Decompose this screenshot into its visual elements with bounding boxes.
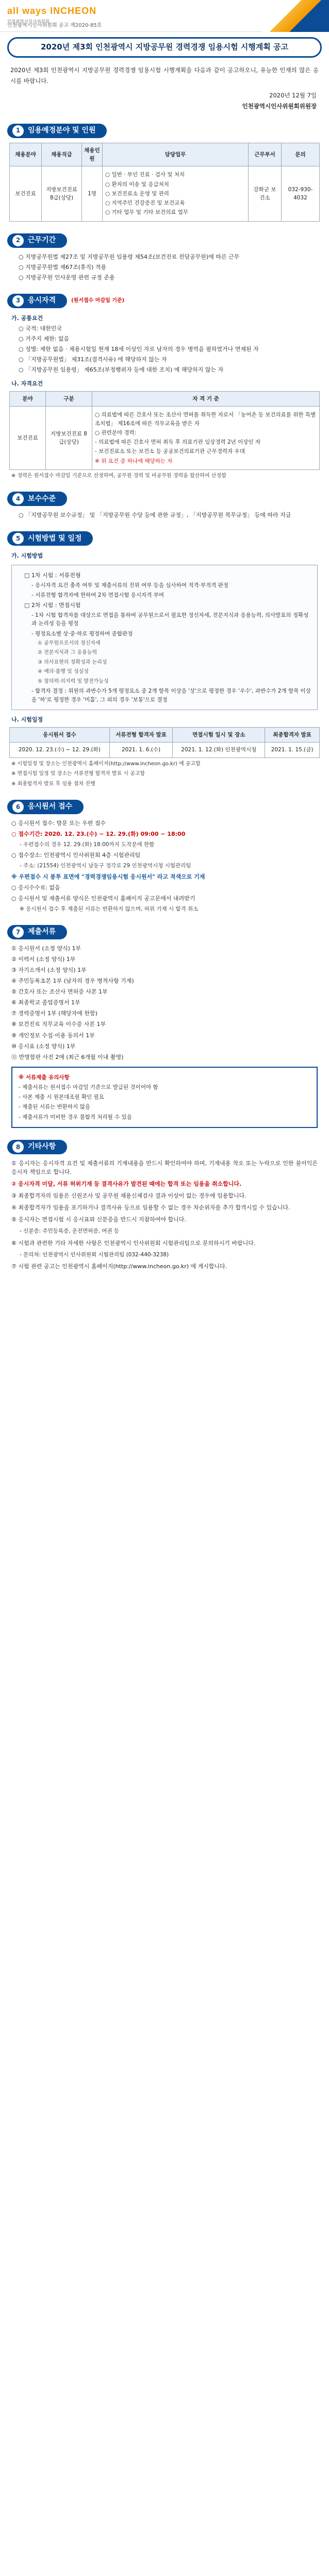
other-item: ④ 최종합격자가 임용을 포기하거나 결격사유 등으로 임용할 수 없는 경우 차순위자를 추가 합격시킬 수 있습니다. <box>11 1204 290 1211</box>
subsection-title: 나. 시험일정 <box>11 716 43 723</box>
date-signature <box>12 90 317 111</box>
schedule-note: ※ 최종합격자 발표 후 임용 절차 진행 <box>11 781 95 787</box>
list-item: ○ 「지방공무원법」 제31조(결격사유) 에 해당하지 않는 자 <box>19 356 167 363</box>
section-title: 근무기간 <box>28 235 56 244</box>
col-header: 최종합격자 발표 <box>265 728 320 743</box>
list-item: ○ 「지방공무원 보수규정」 및 「지방공무원 수당 등에 관한 규정」, 「지방공무원 복무규정」 등에 따라 지급 <box>19 512 291 519</box>
documents-notice-box <box>11 1067 318 1128</box>
list-item: ○ 지방공무원 인사운영 관련 규정 준용 <box>19 274 115 281</box>
common-requirements <box>11 314 318 388</box>
cell-field: 보건진료 <box>10 166 42 221</box>
section-number: 8 <box>12 1141 24 1153</box>
application-item: - 우편접수의 경우 12. 29.(화) 18:00까지 도착분에 한함 <box>20 841 155 848</box>
other-item: ③ 최종합격자의 임용은 신원조사 및 공무원 채용신체검사 결과 이상이 없는 경우에 임용합니다. <box>11 1192 246 1200</box>
col-header: 구분 <box>46 392 92 407</box>
col-header: 자 격 기 준 <box>92 392 320 407</box>
notice-line: - 제출된 서류는 반환하지 않음 <box>19 1104 90 1110</box>
col-header: 응시원서 접수 <box>10 728 110 743</box>
document-item: ① 응시원서 (소정 양식) 1부 <box>11 945 81 952</box>
col-header: 문의 <box>282 143 320 166</box>
application-item: ※ 우편접수 시 봉투 표면에 "경력경쟁임용시험 응시원서" 라고 적색으로 기재 <box>11 873 205 880</box>
col-header: 근무부서 <box>249 143 282 166</box>
document-item: ⑪ 반명함판 사진 2매 (최근 6개월 이내 촬영) <box>11 1053 124 1060</box>
subsection-title: 나. 자격요건 <box>11 380 43 388</box>
section-note: (원서접수 마감일 기준) <box>71 298 125 304</box>
col-header: 채용직급 <box>42 143 82 166</box>
section-1-heading <box>7 123 322 139</box>
subsection-title: 가. 공통요건 <box>11 314 43 322</box>
section-title: 보수수준 <box>28 494 56 503</box>
recruit-table <box>9 143 320 222</box>
list-item: ○ 「지방공무원 임용령」 제65조(부정행위자 등에 대한 조치) 에 해당하지 않는 자 <box>19 366 224 373</box>
work-period-list <box>11 252 318 282</box>
list-item: ○ 거주지 제한: 없음 <box>19 335 70 342</box>
method-line: - 응시자격 요건 충족 여부 및 제출서류의 진위 여부 등을 심사하여 적격·부적격 판정 <box>31 582 228 588</box>
section-title: 임용예정분야 및 인원 <box>28 126 96 134</box>
corner-decoration <box>262 0 329 32</box>
header-bar <box>0 0 329 32</box>
document-item: ⑥ 최종학교 졸업증명서 1부 <box>11 999 80 1006</box>
other-item: - 신분증: 주민등록증, 운전면허증, 여권 등 <box>20 1228 119 1235</box>
method-line: ① 공무원으로서의 정신자세 <box>38 640 101 646</box>
method-line: ⑤ 창의력·의지력 및 발전가능성 <box>38 678 109 684</box>
cell-date: 2021. 1. 6.(수) <box>109 743 173 757</box>
application-item: ○ 접수기간: 2020. 12. 23.(수) ~ 12. 29.(화) 09:00 ~ 18:00 <box>11 831 186 838</box>
section-2-heading <box>7 233 322 248</box>
section-7-heading <box>7 924 322 940</box>
section-4-heading <box>7 491 322 507</box>
list-item: ○ 국적: 대한민국 <box>19 325 62 332</box>
application-item: - 주소: (21554) 인천광역시 남동구 정각로 29 인천광역시청 시험관리팀 <box>20 863 191 869</box>
section-3-heading <box>7 293 322 309</box>
cell-dept: 강화군 보건소 <box>249 166 282 221</box>
cell-date: 2020. 12. 23.(수) ~ 12. 29.(화) <box>10 743 110 757</box>
application-item: ○ 응시원서 접수: 방문 또는 우편 접수 <box>11 820 106 827</box>
document-item: ③ 자기소개서 (소정 양식) 1부 <box>11 967 87 974</box>
application-list <box>11 819 318 913</box>
document-item: ⑨ 개인정보 수집·이용 동의서 1부 <box>11 1032 95 1039</box>
method-line: - 평정요소별 상·중·하로 평정하여 종합판정 <box>31 630 133 637</box>
notice-number: 인천광역시인사위원회 공고 제2020-85호 <box>7 23 102 28</box>
page-title: 2020년 제3회 인천광역시 지방공무원 경력경쟁 임용시험 시행계획 공고 <box>7 37 322 58</box>
notice-line: - 제출서류가 미비한 경우 불합격 처리될 수 있음 <box>19 1114 132 1120</box>
col-header: 채용인원 <box>82 143 103 166</box>
section-number: 4 <box>12 493 24 504</box>
exam-method <box>11 551 318 724</box>
method-line: - 합격자 결정 : 위원의 과반수가 5개 평정요소 중 2개 항목 이상을 '상'으로 평정한 경우 '우수', 과반수가 2개 항목 이상을 '하'로 평정한 경우 '미흡', 그 외의 경우 '보통'으로 결정 <box>31 688 311 703</box>
section-title: 기타사항 <box>28 1142 56 1151</box>
cell-rank: 지방보건진료 8급(상당) <box>46 407 92 470</box>
duty-item: ○ 지역주민 건강증진 및 보건교육 <box>105 200 185 207</box>
subsection-title: 가. 시험방법 <box>11 552 43 560</box>
intro-text: 2020년 제3회 인천광역시 지방공무원 경력경쟁 임용시험 시행계획을 다음과 같이 공고하오니, 유능한 인재의 많은 응시를 바랍니다. <box>10 66 319 85</box>
logo-subtext: 인천광역시인사위원회 <box>7 19 50 24</box>
duty-item: ○ 보건진료소 운영 및 관리 <box>105 190 169 197</box>
other-matters-list <box>11 1159 318 1271</box>
section-number: 5 <box>12 533 24 544</box>
section-6-heading <box>7 799 322 815</box>
section-8-heading <box>7 1139 322 1155</box>
other-item: ⑥ 시험과 관련한 기타 자세한 사항은 인천광역시 인사위원회 시험관리팀으로 문의하시기 바랍니다. <box>11 1239 256 1247</box>
section-number: 1 <box>12 125 24 137</box>
cell-requirements <box>92 407 320 470</box>
table-row <box>10 743 320 757</box>
req-item: - 의료법에 따른 간호사 면허 취득 후 의료기관 임상경력 2년 이상인 자 <box>95 439 261 446</box>
logo-text-b: INCHEON <box>50 6 97 16</box>
method-line: ③ 의사표현의 정확성과 논리성 <box>38 659 107 665</box>
method-line: ② 전문지식과 그 응용능력 <box>38 650 97 656</box>
notice-date: 2020년 12월 7일 <box>269 92 317 99</box>
col-header: 면접시험 일시 및 장소 <box>173 728 265 743</box>
req-item: - 보건진료소 또는 보건소 등 공공보건의료기관 근무경력자 우대 <box>95 448 245 455</box>
notice-title: ※ 서류제출 유의사항 <box>19 1074 70 1081</box>
application-item: ○ 접수장소: 인천광역시 인사위원회 4층 시험관리팀 <box>11 852 141 859</box>
list-item: ○ 성별: 제한 없음 · 채용시험일 현재 18세 이상인 자로 남자의 경우 병역을 필하였거나 면제된 자 <box>19 345 259 352</box>
other-item: - 문의처: 인천광역시 인사위원회 시험관리팀 (032-440-3238) <box>20 1251 169 1258</box>
duty-item: ○ 일반 · 부인 진료 · 검사 및 처치 <box>105 172 185 178</box>
section-number: 3 <box>12 295 24 307</box>
qualification-table <box>9 391 320 470</box>
duty-item: ○ 기타 업무 및 기타 보건의료 업무 <box>105 209 189 216</box>
duty-item: ○ 환자의 이송 및 응급처치 <box>105 181 169 188</box>
other-item: ⑤ 응시자는 면접시험 시 응시표와 신분증을 반드시 지참하여야 합니다. <box>11 1216 186 1223</box>
section-number: 2 <box>12 235 24 246</box>
method-line: - 1차 시험 합격자를 대상으로 면접을 통하여 공무원으로서 필요한 정신자세, 전문지식과 응용능력, 의사발표의 정확성과 논리성 등을 평정 <box>31 612 309 627</box>
section-number: 6 <box>12 801 24 813</box>
cell-date: 2021. 1. 15.(금) <box>265 743 320 757</box>
document-item: ② 이력서 (소정 양식) 1부 <box>11 956 76 963</box>
other-item: ① 응시자는 응시자격 요건 및 제출서류의 기재내용을 반드시 확인하여야 하며, 기재내용 착오 또는 누락으로 인한 불이익은 응시자 책임으로 합니다. <box>11 1159 318 1176</box>
list-item: ○ 지방공무원법 제67조(휴직) 적용 <box>19 263 107 271</box>
method-line: □ 2차 시험 : 면접시험 <box>24 602 81 609</box>
col-header: 서류전형 합격자 발표 <box>109 728 173 743</box>
schedule-table <box>9 727 320 758</box>
application-item: ※ 응시원서 접수 후 제출된 서류는 반환하지 않으며, 허위 기재 시 합격 취소 <box>20 905 199 912</box>
cell-date: 2021. 1. 12.(화) 인천광역시청 <box>173 743 265 757</box>
salary-text <box>11 511 318 519</box>
logo-text-a: all ways <box>7 6 51 16</box>
section-title: 제출서류 <box>28 928 56 936</box>
document-item: ⑩ 응시표 (소정 양식) 1부 <box>11 1042 76 1050</box>
other-item: ⑦ 시험 관련 공고는 인천광역시 홈페이지(http://www.incheon.go.kr) 에 게시합니다. <box>11 1262 227 1270</box>
section-5-heading <box>7 531 322 546</box>
method-line: □ 1차 시험 : 서류전형 <box>24 571 81 579</box>
cell-contact: 032-930-4032 <box>282 166 320 221</box>
method-line: ④ 예의·품행 및 성실성 <box>38 669 89 675</box>
cell-count: 1명 <box>82 166 103 221</box>
section-title: 응시자격 <box>28 296 56 305</box>
other-item: ② 응시자격 미달, 서류 허위기재 등 결격사유가 발견된 때에는 합격 또는 임용을 취소합니다. <box>11 1181 242 1188</box>
document-item: ④ 주민등록초본 1부 (남자의 경우 병적사항 기재) <box>11 978 134 985</box>
application-item: ○ 응시수수료: 없음 <box>11 884 60 891</box>
section-number: 7 <box>12 927 24 938</box>
req-item: ○ 관련분야 경력: <box>95 429 137 436</box>
cell-rank: 지방보건진료 8급(상당) <box>42 166 82 221</box>
method-line: - 서류전형 합격자에 한하여 2차 면접시험 응시자격 부여 <box>31 592 164 598</box>
exam-method-box <box>11 565 318 710</box>
table-footnote: ※ 경력은 원서접수 마감일 기준으로 산정하며, 공무원 경력 및 비공무원 경력을 합산하여 산정함 <box>11 473 226 479</box>
req-item: ※ 위 요건 중 하나에 해당하는 자 <box>95 458 173 464</box>
document-item: ⑧ 보건진료 직무교육 이수증 사본 1부 <box>11 1021 106 1028</box>
schedule-note: ※ 면접시험 일정 및 장소는 서류전형 합격자 발표 시 공고함 <box>11 771 145 777</box>
col-header: 담당업무 <box>103 143 249 166</box>
documents-list <box>11 944 318 1062</box>
table-row <box>10 407 320 470</box>
application-item: ○ 응시원서 및 제출서류 양식은 인천광역시 홈페이지 공고문에서 내려받기 <box>11 895 195 902</box>
schedule-note: ※ 시험일정 및 장소는 인천광역시 홈페이지(http://www.incheon.go.kr) 에 공고함 <box>11 761 201 767</box>
cell-field: 보건진료 <box>10 407 46 470</box>
list-item: ○ 지방공무원법 제27조 및 지방공무원 임용령 제54조(보건진료 전담공무원)에 따른 근무 <box>19 253 240 260</box>
req-item: ○ 의료법에 따른 간호사 또는 조산사 면허를 취득한 자로서 「농어촌 등 보건의료를 위한 특별조치법」 제16조에 따른 직무교육을 받은 자 <box>95 412 316 427</box>
notice-line: - 사본 제출 시 원본대조필 확인 필요 <box>19 1094 104 1101</box>
col-header: 채용분야 <box>10 143 42 166</box>
cell-duties <box>103 166 249 221</box>
document-item: ⑤ 간호사 또는 조산사 면허증 사본 1부 <box>11 988 108 996</box>
col-header: 분야 <box>10 392 46 407</box>
section-title: 응시원서 접수 <box>28 802 73 811</box>
section-title: 시험방법 및 일정 <box>28 534 82 543</box>
table-row <box>10 166 320 221</box>
signer-org: 인천광역시인사위원회위원장 <box>242 103 317 110</box>
document-item: ⑦ 경력증명서 1부 (해당자에 한함) <box>11 1010 97 1017</box>
notice-line: - 제출서류는 원서접수 마감일 기준으로 발급된 것이어야 함 <box>19 1084 158 1090</box>
